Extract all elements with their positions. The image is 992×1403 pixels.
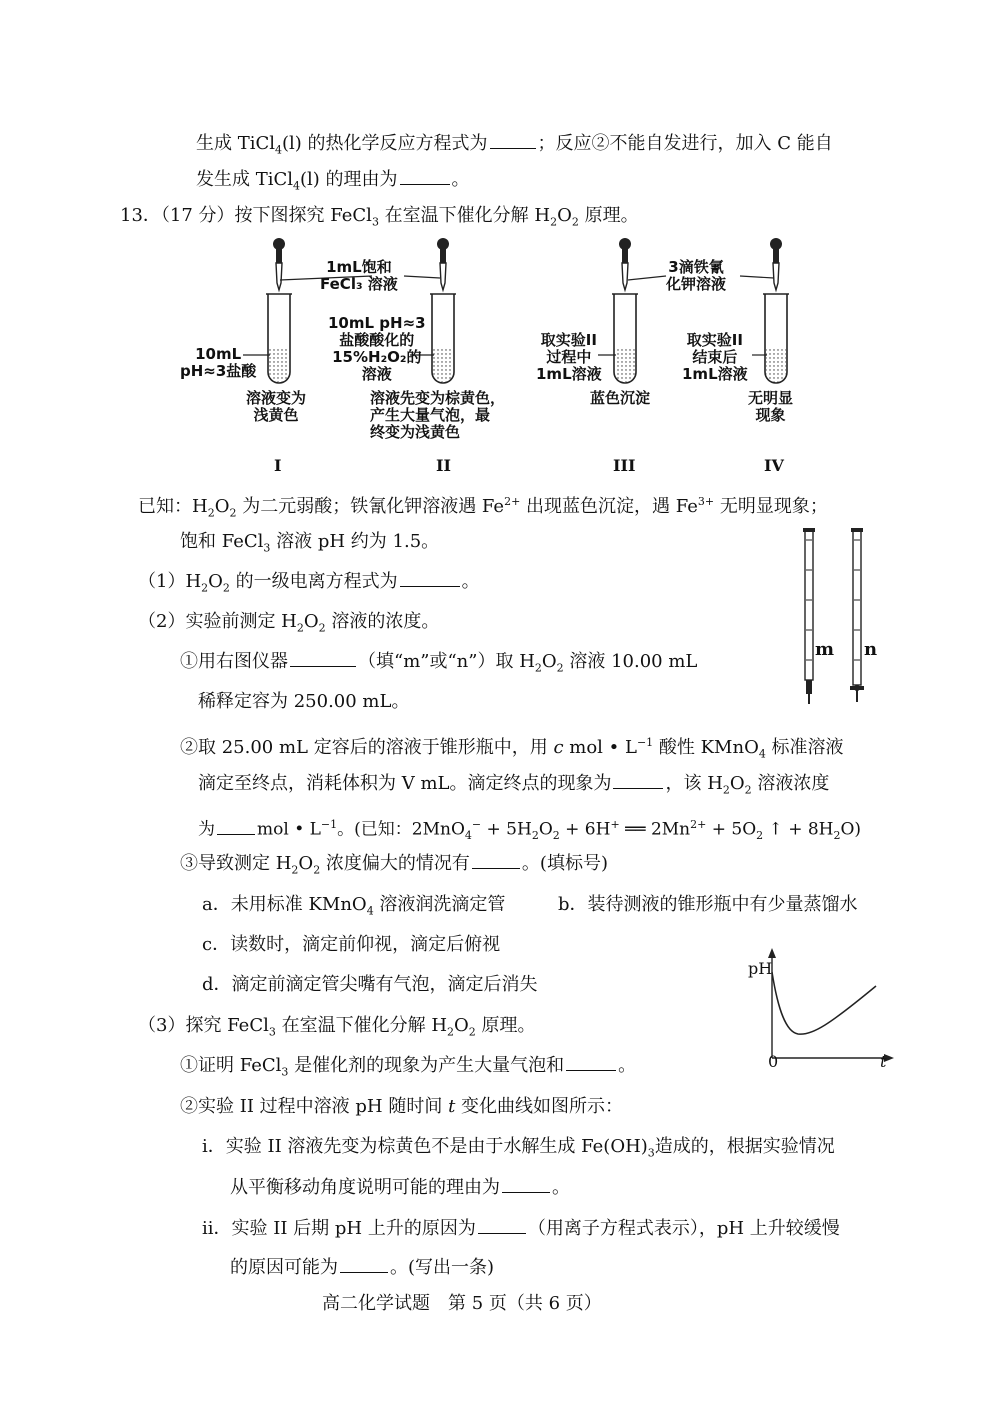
top-line-1: 生成 TiCl$_4$(l) 的热化学反应方程式为 ；反应②不能自发进行，加入 C 能自 <box>196 133 833 157</box>
part-3-sub-i-cont: 从平衡移动角度说明可能的理由为 。 <box>230 1177 570 1198</box>
experiment-label-2: II <box>436 456 451 475</box>
answer-blank[interactable] <box>566 1054 616 1071</box>
part-3-sub-ii-cont: 的原因可能为 。(写出一条) <box>230 1257 495 1278</box>
part-3-step-1: ①证明 FeCl$_3$ 是催化剂的现象为产生大量气泡和 。 <box>180 1055 637 1079</box>
experiment-label-4: IV <box>764 456 784 475</box>
part-2-step-2-line-2: 滴定至终点，消耗体积为 V mL。滴定终点的现象为 ，该 $H_2O_2$ 溶液浓度 <box>198 773 830 797</box>
part-2-step-1-cont: 稀释定容为 250.00 mL。 <box>198 691 410 712</box>
graph-origin: 0 <box>768 1052 779 1071</box>
known-line-2: 饱和 FeCl$_3$ 溶液 pH 约为 1.5。 <box>180 531 440 555</box>
observation-1: 溶液变为 浅黄色 <box>246 389 307 424</box>
graph-xlabel: t <box>880 1052 887 1071</box>
tube3-side-label: 取实验II 过程中 1mL溶液 <box>536 331 602 383</box>
part-3-step-2: ②实验 II 过程中溶液 pH 随时间 t 变化曲线如图所示： <box>180 1096 624 1117</box>
option-c: c．读数时，滴定前仰视，滴定后俯视 <box>202 934 501 955</box>
burette-n-label: n <box>864 639 878 660</box>
part-3-sub-i: i．实验 II 溶液先变为棕黄色不是由于水解生成 $Fe(OH)_3$造成的，根据实验情况 <box>202 1136 835 1160</box>
part-1: $(1)H_2O_2$ 的一级电离方程式为 。 <box>138 571 480 595</box>
answer-blank[interactable] <box>340 1256 388 1273</box>
part-2-step-1: ①用右图仪器 （填“m”或“n”）取 $H_2O_2$ 溶液 10.00 mL <box>180 651 698 675</box>
dropper2-label: 3滴铁氰 化钾溶液 <box>666 258 727 293</box>
option-b: b．装待测液的锥形瓶中有少量蒸馏水 <box>558 894 858 915</box>
observation-3: 蓝色沉淀 <box>590 389 651 407</box>
tube4-side-label: 取实验II 结束后 1mL溶液 <box>682 331 748 383</box>
page-footer: 高二化学试题 第 5 页（共 6 页） <box>322 1293 602 1314</box>
part-3-sub-ii: ii．实验 II 后期 pH 上升的原因为 （用离子方程式表示），pH 上升较缓慢 <box>202 1218 840 1239</box>
part-2-step-2-line-3: 为 mol • $L^{-1}$。(已知：$2MnO_4^- + 5H_2O_2 + 6H^+$ ══ $2Mn^{2+} + 5O_2$ ↑ + $8H_2O$) <box>198 818 862 843</box>
tube2-side-label: 10mL pH≈3 盐酸酸化的 15%H₂O₂的 溶液 <box>328 314 426 383</box>
experiment-label-3: III <box>613 456 636 475</box>
experiment-label-1: I <box>274 456 282 475</box>
dropper1-label: 1mL饱和 FeCl₃ 溶液 <box>320 258 398 293</box>
ph-curve <box>772 972 876 1034</box>
known-line-1: 已知：$H_2O_2$ 为二元弱酸；铁氰化钾溶液遇 $Fe^{2+}$ 出现蓝色沉淀，遇 $Fe^{3+}$ 无明显现象； <box>138 495 828 520</box>
part-2-step-2: ②取 25.00 mL 定容后的溶液于锥形瓶中，用 c mol • $L^{-1}$ 酸性 KMnO$_4$ 标准溶液 <box>180 736 844 761</box>
observation-2: 溶液先变为棕黄色， 产生大量气泡，最 终变为浅黄色 <box>370 389 506 441</box>
tube1-side-label: 10mL pH≈3盐酸 <box>180 345 257 380</box>
top-line-2: 发生成 TiCl$_4$(l) 的理由为 。 <box>196 169 470 193</box>
part-2-heading: （2）实验前测定 $H_2O_2$ 溶液的浓度。 <box>138 611 440 635</box>
burette-m-label: m <box>815 639 835 660</box>
part-2-step-3: ③导致测定 $H_2O_2$ 浓度偏大的情况有 。(填标号) <box>180 853 608 877</box>
graph-ylabel: pH <box>748 959 773 978</box>
part-3-heading: （3）探究 FeCl$_3$ 在室温下催化分解 $H_2O_2$ 原理。 <box>138 1015 536 1039</box>
answer-blank[interactable] <box>478 1217 526 1234</box>
observation-4: 无明显 现象 <box>748 389 794 424</box>
answer-blank[interactable] <box>502 1176 550 1193</box>
question-13-heading: 13．（17 分）按下图探究 FeCl$_3$ 在室温下催化分解 $H_2O_2$ 原理。 <box>120 205 639 229</box>
option-d: d．滴定前滴定管尖嘴有气泡，滴定后消失 <box>202 974 538 995</box>
option-a: a．未用标准 KMnO$_4$ 溶液润洗滴定管 <box>202 894 506 918</box>
